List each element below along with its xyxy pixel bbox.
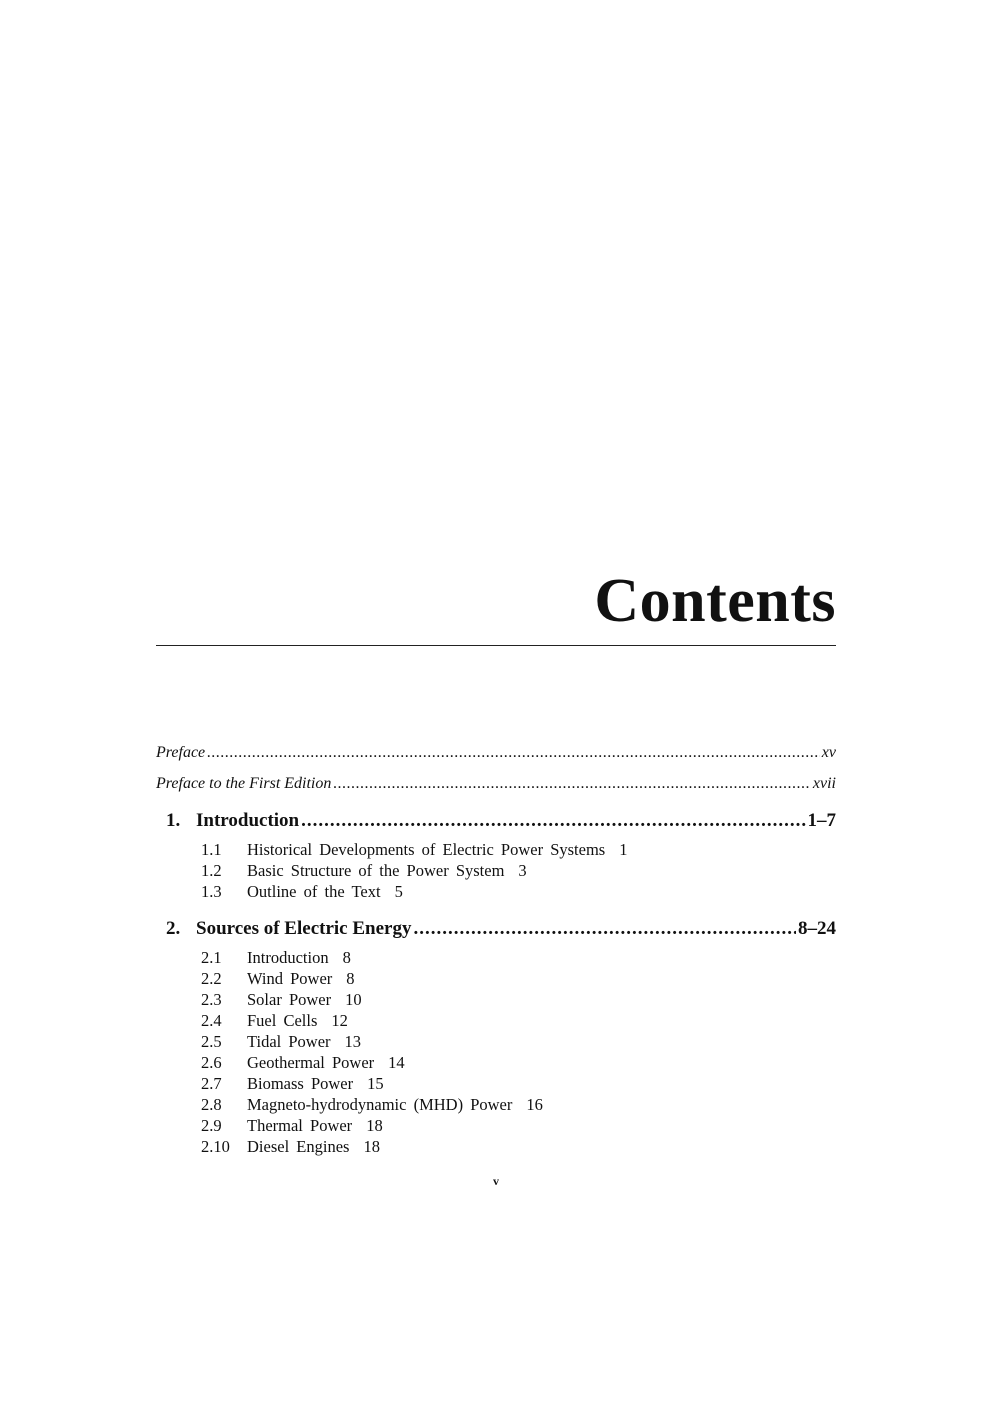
toc-entry-preface-first-edition[interactable] [156, 773, 836, 804]
section-row[interactable] [156, 947, 836, 968]
chapter-1-sections [156, 839, 836, 902]
section-row[interactable] [156, 860, 836, 881]
chapter-1-heading[interactable] [156, 808, 836, 834]
section-row[interactable] [156, 1115, 836, 1136]
section-title: Diesel Engines [247, 1137, 350, 1156]
chapter-2-heading[interactable] [156, 916, 836, 942]
chapter-2-sections [156, 947, 836, 1157]
table-of-contents [156, 742, 836, 1171]
entry-page: xvii [812, 775, 836, 792]
section-title: Solar Power [247, 990, 332, 1009]
chapter-number: 2. [166, 918, 181, 939]
section-page: 8 [342, 948, 351, 967]
section-page: 13 [344, 1032, 362, 1051]
section-title: Historical Developments of Electric Power Systems [247, 840, 606, 859]
section-number: 2.10 [201, 1137, 230, 1156]
section-number: 1.1 [201, 840, 222, 859]
section-row[interactable] [156, 881, 836, 902]
section-title: Magneto-hydrodynamic (MHD) Power [247, 1095, 513, 1114]
page-number: v [493, 1174, 499, 1188]
section-row[interactable] [156, 839, 836, 860]
section-number: 2.7 [201, 1074, 222, 1093]
entry-title: Preface to the First Edition [156, 775, 332, 792]
section-row[interactable] [156, 1094, 836, 1115]
section-title: Fuel Cells [247, 1011, 318, 1030]
section-row[interactable] [156, 1052, 836, 1073]
section-title: Tidal Power [247, 1032, 331, 1051]
section-number: 2.3 [201, 990, 222, 1009]
section-title: Geothermal Power [247, 1053, 375, 1072]
section-page: 12 [331, 1011, 348, 1030]
section-title: Introduction [247, 948, 329, 967]
section-page: 15 [367, 1074, 384, 1093]
section-number: 2.6 [201, 1053, 222, 1072]
section-page: 18 [363, 1137, 380, 1156]
section-number: 1.2 [201, 861, 222, 880]
dot-leader [333, 773, 811, 795]
section-number: 2.5 [201, 1032, 222, 1051]
section-number: 2.9 [201, 1116, 222, 1135]
title-rule [156, 645, 836, 646]
section-row[interactable] [156, 1031, 836, 1052]
section-page: 18 [366, 1116, 383, 1135]
section-page: 8 [346, 969, 355, 988]
section-row[interactable] [156, 989, 836, 1010]
section-page: 5 [394, 882, 403, 901]
chapter-pages: 8–24 [798, 918, 836, 939]
section-row[interactable] [156, 968, 836, 989]
chapter-pages: 1–7 [807, 810, 836, 831]
section-page: 16 [526, 1095, 543, 1114]
dot-leader [301, 808, 805, 834]
section-number: 2.8 [201, 1095, 222, 1114]
chapter-title: Introduction [196, 810, 300, 831]
section-title: Biomass Power [247, 1074, 354, 1093]
section-number: 2.2 [201, 969, 222, 988]
chapter-number: 1. [166, 810, 181, 831]
page-title: Contents [594, 567, 836, 635]
section-row[interactable] [156, 1136, 836, 1157]
section-title: Thermal Power [247, 1116, 353, 1135]
section-page: 14 [388, 1053, 405, 1072]
section-row[interactable] [156, 1010, 836, 1031]
section-number: 2.1 [201, 948, 222, 967]
section-page: 10 [345, 990, 362, 1009]
section-page: 1 [619, 840, 628, 859]
toc-entry-preface[interactable] [156, 742, 836, 773]
dot-leader [207, 742, 820, 764]
section-number: 2.4 [201, 1011, 222, 1030]
section-title: Outline of the Text [247, 882, 381, 901]
dot-leader [413, 916, 796, 942]
section-row[interactable] [156, 1073, 836, 1094]
section-number: 1.3 [201, 882, 222, 901]
section-page: 3 [518, 861, 527, 880]
chapter-title: Sources of Electric Energy [196, 918, 412, 939]
entry-title: Preface [156, 744, 206, 761]
entry-page: xv [821, 744, 836, 761]
section-title: Wind Power [247, 969, 333, 988]
section-title: Basic Structure of the Power System [247, 861, 505, 880]
